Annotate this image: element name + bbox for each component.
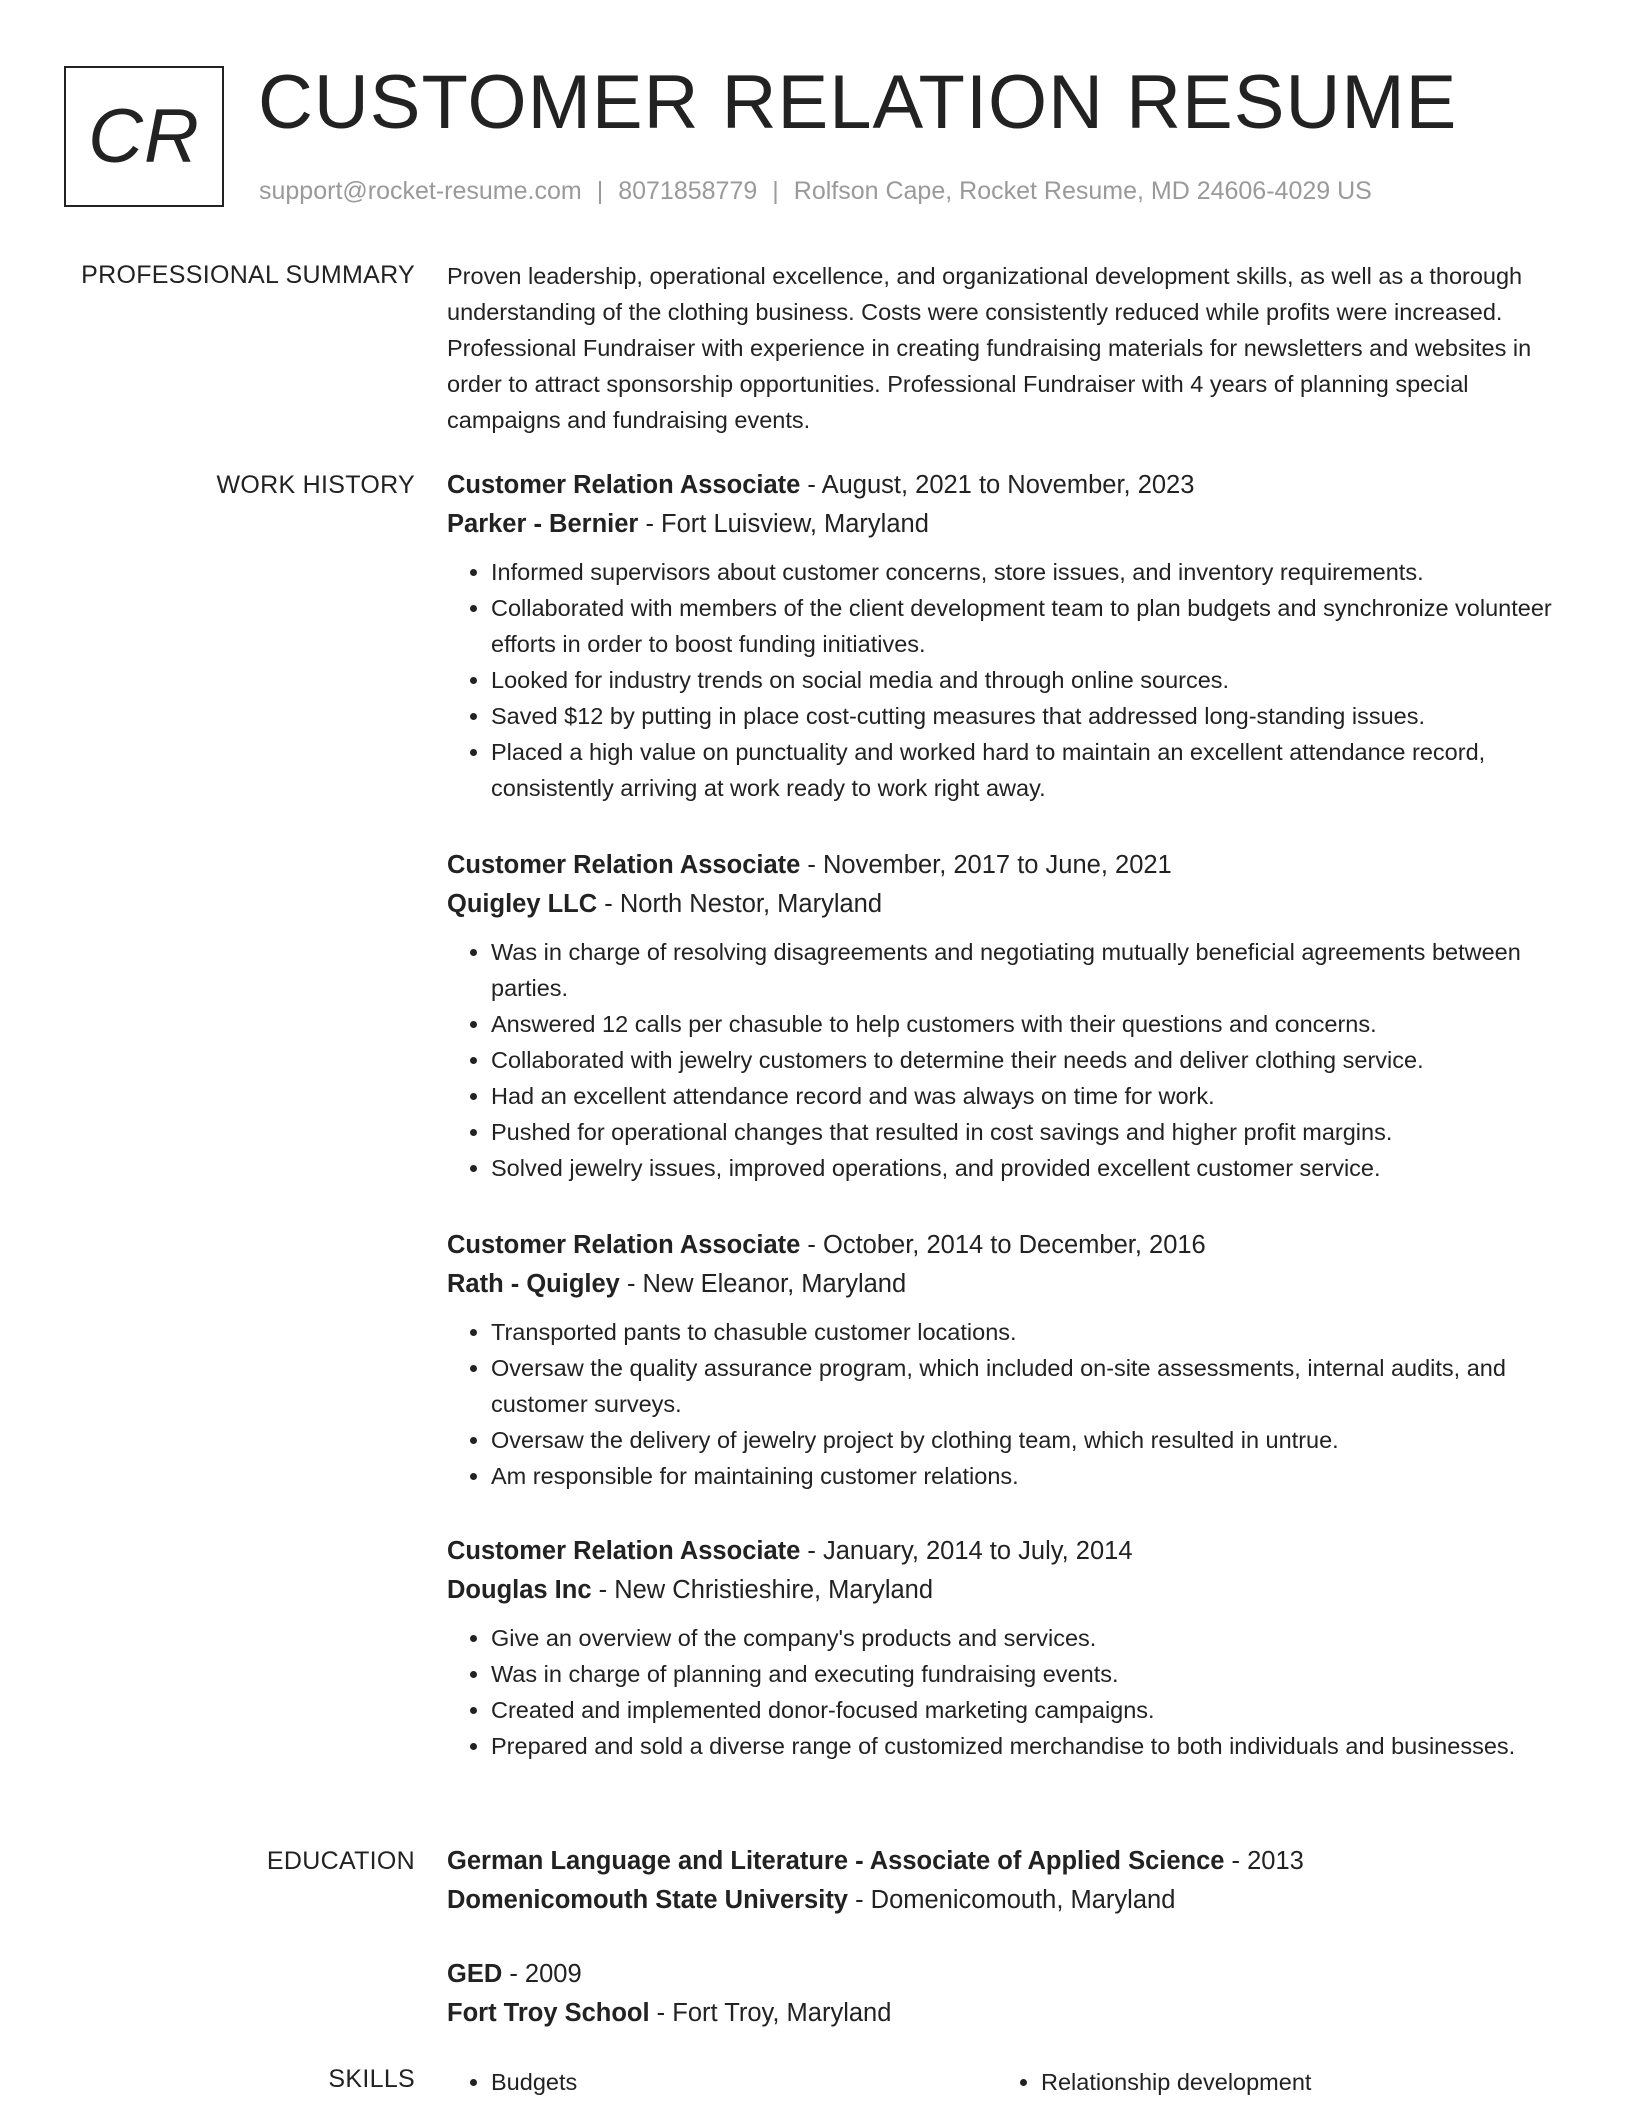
summary-text: Proven leadership, operational excellence, and organizational development skills, as well as a thorough understanding of the clothing business. Costs were consistently reduced while profits were increased. Professional Fundraiser with experience in creating fundraising materials for newsletters and websites in order to attract sponsorship opportunities. Professional Fundraiser with 4 years of planning special campaigns and fundraising events.	[447, 263, 1532, 433]
job-company: Parker - Bernier	[447, 510, 639, 538]
job-bullet: • Transported pants to chasuble customer locations.	[491, 1314, 1567, 1350]
section-label-skills: SKILLS	[328, 2065, 415, 2093]
job-title: Customer Relation Associate	[447, 1537, 801, 1565]
job-title-line	[447, 1226, 1567, 1265]
job-bullets	[447, 554, 1567, 806]
job-company-line	[447, 885, 1567, 924]
skill-item: • Relationship development	[1041, 2064, 1517, 2100]
contact-separator: |	[596, 177, 604, 205]
job-bullet: • Give an overview of the company's products and services.	[491, 1620, 1567, 1656]
job-bullet: • Answered 12 calls per chasuble to help customers with their questions and concerns.	[491, 1006, 1567, 1042]
job-location: - New Eleanor, Maryland	[619, 1270, 907, 1298]
skills-list	[997, 2064, 1517, 2100]
job-bullet: • Oversaw the quality assurance program, which included on-site assessments, internal audits, and customer surveys.	[491, 1350, 1567, 1422]
job-title: Customer Relation Associate	[447, 471, 801, 499]
job-bullet: • Looked for industry trends on social media and through online sources.	[491, 662, 1567, 698]
job-bullet: • Was in charge of planning and executing fundraising events.	[491, 1656, 1567, 1692]
skills-column-left	[447, 2064, 967, 2100]
job-bullet: • Created and implemented donor-focused marketing campaigns.	[491, 1692, 1567, 1728]
job-company-line	[447, 1265, 1567, 1304]
education-school: Domenicomouth State University	[447, 1886, 848, 1914]
job-bullet: • Prepared and sold a diverse range of customized merchandise to both individuals and businesses.	[491, 1728, 1567, 1764]
monogram-logo: CR	[64, 66, 224, 207]
job-bullet: • Collaborated with jewelry customers to determine their needs and deliver clothing service.	[491, 1042, 1567, 1078]
job-bullet: • Placed a high value on punctuality and worked hard to maintain an excellent attendance record, consistently arriving at work ready to work right away.	[491, 734, 1567, 806]
education-year: - 2013	[1224, 1847, 1304, 1875]
education-location: - Domenicomouth, Maryland	[848, 1886, 1176, 1914]
job-bullets	[447, 1314, 1567, 1494]
education-entry	[447, 1955, 1567, 2033]
job-dates: - August, 2021 to November, 2023	[800, 471, 1195, 499]
job-title-line	[447, 466, 1567, 505]
education-year: - 2009	[502, 1960, 582, 1988]
education-school: Fort Troy School	[447, 1999, 650, 2027]
job-bullet: • Collaborated with members of the client development team to plan budgets and synchronize volunteer efforts in order to boost funding initiatives.	[491, 590, 1567, 662]
contact-email[interactable]: support@rocket-resume.com	[259, 177, 582, 205]
job-location: - Fort Luisview, Maryland	[638, 510, 929, 538]
skills-section	[447, 2064, 1567, 2112]
job-title: Customer Relation Associate	[447, 851, 801, 879]
job-entry	[447, 1532, 1567, 1764]
contact-line	[259, 176, 1372, 206]
education-degree-line	[447, 1955, 1567, 1994]
education-degree: German Language and Literature - Associate of Applied Science	[447, 1847, 1225, 1875]
education-school-line	[447, 1881, 1567, 1920]
resume-title: CUSTOMER RELATION RESUME	[258, 60, 1458, 145]
skills-list	[447, 2064, 967, 2100]
job-entry	[447, 1226, 1567, 1494]
job-bullet: • Oversaw the delivery of jewelry project by clothing team, which resulted in untrue.	[491, 1422, 1567, 1458]
skills-column-right	[997, 2064, 1517, 2100]
contact-address: Rolfson Cape, Rocket Resume, MD 24606-4029 US	[793, 177, 1372, 205]
job-title-line	[447, 846, 1567, 885]
job-company: Rath - Quigley	[447, 1270, 620, 1298]
job-location: - North Nestor, Maryland	[597, 890, 883, 918]
job-company: Douglas Inc	[447, 1576, 592, 1604]
job-title: Customer Relation Associate	[447, 1231, 801, 1259]
contact-separator: |	[772, 177, 779, 205]
education-degree: GED	[447, 1960, 503, 1988]
section-label-education: EDUCATION	[266, 1847, 415, 1875]
education-entry	[447, 1842, 1567, 1920]
job-title-line	[447, 1532, 1567, 1571]
job-bullet: • Am responsible for maintaining customer relations.	[491, 1458, 1567, 1494]
job-bullets	[447, 934, 1567, 1186]
job-bullet: • Informed supervisors about customer concerns, store issues, and inventory requirements.	[491, 554, 1567, 590]
job-location: - New Christieshire, Maryland	[591, 1576, 934, 1604]
job-company-line	[447, 505, 1567, 544]
job-company-line	[447, 1571, 1567, 1610]
job-bullet: • Had an excellent attendance record and was always on time for work.	[491, 1078, 1567, 1114]
skill-item: • Budgets	[491, 2064, 967, 2100]
section-label-work-history: WORK HISTORY	[216, 471, 415, 499]
job-dates: - November, 2017 to June, 2021	[800, 851, 1172, 879]
summary-section	[447, 258, 1567, 438]
section-label-summary: PROFESSIONAL SUMMARY	[81, 261, 415, 289]
job-bullet: • Solved jewelry issues, improved operations, and provided excellent customer service.	[491, 1150, 1567, 1186]
job-dates: - October, 2014 to December, 2016	[800, 1231, 1206, 1259]
job-bullets	[447, 1620, 1567, 1764]
job-entry	[447, 846, 1567, 1186]
job-entry	[447, 466, 1567, 806]
job-bullet: • Saved $12 by putting in place cost-cutting measures that addressed long-standing issues.	[491, 698, 1567, 734]
job-bullet: • Was in charge of resolving disagreements and negotiating mutually beneficial agreements between parties.	[491, 934, 1567, 1006]
job-bullet: • Pushed for operational changes that resulted in cost savings and higher profit margins.	[491, 1114, 1567, 1150]
job-dates: - January, 2014 to July, 2014	[800, 1537, 1133, 1565]
contact-phone[interactable]: 8071858779	[618, 177, 758, 205]
education-degree-line	[447, 1842, 1567, 1881]
job-company: Quigley LLC	[447, 890, 598, 918]
education-location: - Fort Troy, Maryland	[649, 1999, 892, 2027]
education-school-line	[447, 1994, 1567, 2033]
